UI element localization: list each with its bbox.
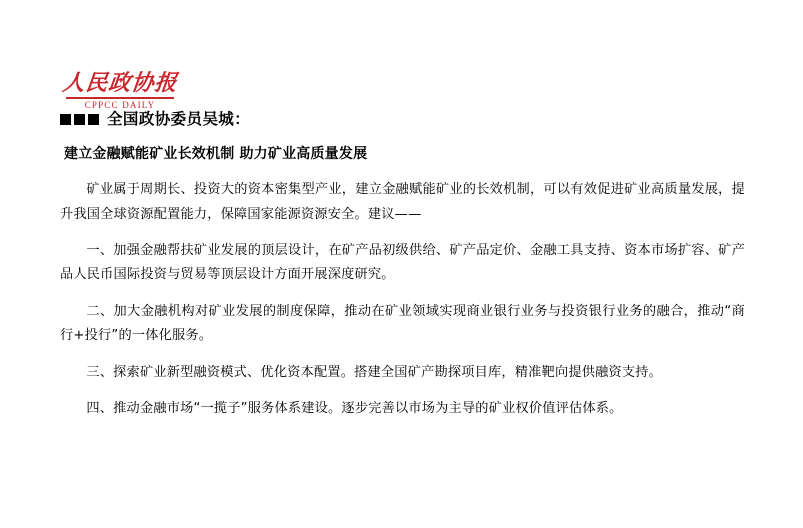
masthead-english-title: CPPCC DAILY — [84, 100, 156, 110]
article-paragraph: 三、探索矿业新型融资模式、优化资本配置。搭建全国矿产勘探项目库，精准靶向提供融资支持。 — [86, 364, 663, 380]
square-bullets-icon — [60, 114, 99, 125]
article-body — [60, 110, 745, 434]
newspaper-masthead — [60, 72, 180, 110]
article-paragraph: 二、加大金融机构对矿业发展的制度保障，推动在矿业领域实现商业银行业务与投资银行业务的融合，推动“商行+投行”的一体化服务。 — [60, 303, 745, 344]
article-byline-row — [60, 110, 745, 129]
article-paragraph: 四、推动金融市场“一揽子”服务体系建设。逐步完善以市场为主导的矿业权价值评估体系。 — [86, 401, 623, 417]
article-paragraph: 矿业属于周期长、投资大的资本密集型产业，建立金融赋能矿业的长效机制，可以有效促进矿业高质量发展，提升我国全球资源配置能力，保障国家能源资源安全。建议—— — [60, 182, 745, 222]
masthead-divider — [66, 97, 174, 99]
masthead-chinese-title: 人民政协报 — [61, 70, 179, 96]
article-subheadline: 建立金融赋能矿业长效机制 助力矿业高质量发展 — [64, 145, 368, 162]
article-byline: 全国政协委员吴城： — [107, 110, 251, 128]
article-paragraph: 一、加强金融帮扶矿业发展的顶层设计，在矿产品初级供给、矿产品定价、金融工具支持、资本市场扩容、矿产品人民币国际投资与贸易等顶层设计方面开展深度研究。 — [60, 243, 745, 283]
